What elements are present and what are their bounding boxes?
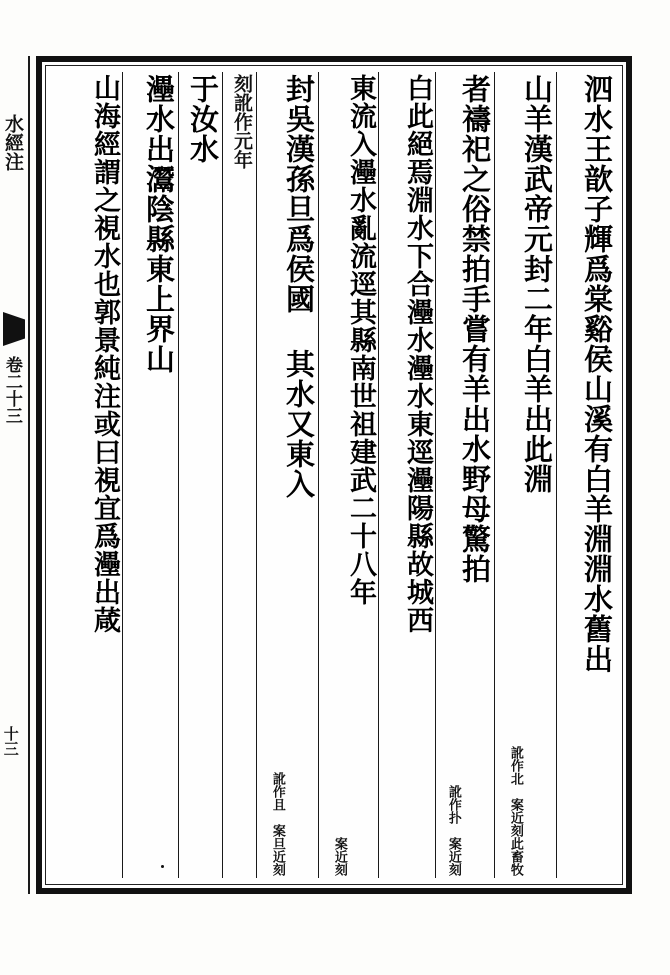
- text-column-9: [122, 72, 178, 878]
- column-text: 白此絕焉淵水下合灅水灅水東逕灅陽縣故城西: [402, 74, 433, 634]
- column-gloss-wrap: [507, 746, 522, 876]
- column-gloss: 訛作扑 案近刻: [445, 785, 461, 876]
- text-column-3: [435, 72, 494, 878]
- column-text: 刻訛作元年: [231, 74, 253, 169]
- text-column-4: [378, 72, 435, 878]
- column-text: 灅水出灊陰縣東上界山: [142, 74, 176, 374]
- text-column-10: [62, 72, 122, 878]
- text-column-5: [318, 72, 378, 878]
- spine-volume: 卷二十三: [1, 356, 22, 424]
- column-gloss: 訛作且 案旦近刻: [269, 772, 285, 876]
- spine-rule: [28, 56, 30, 894]
- column-gloss: 訛作北 案近刻此畜牧: [507, 746, 523, 876]
- text-column-8: [178, 72, 222, 878]
- column-gloss: 案近刻: [331, 837, 347, 876]
- column-gloss-wrap: [269, 772, 284, 876]
- fishtail-ornament: [3, 312, 25, 346]
- text-block-frame: [36, 56, 632, 894]
- text-column-6: [256, 72, 318, 878]
- column-text: 東流入灅水亂流逕其縣南世祖建武二十八年: [345, 74, 376, 606]
- spine-title: 水經注: [1, 114, 24, 171]
- text-column-1: [556, 72, 616, 878]
- column-text: 泗水王歆子輝爲棠谿侯山溪有白羊淵淵水舊出: [580, 74, 614, 674]
- text-column-2: [494, 72, 556, 878]
- text-column-7: [222, 72, 256, 878]
- text-columns: [52, 72, 616, 878]
- book-spine: [0, 56, 34, 894]
- column-gloss-wrap: [445, 785, 460, 876]
- column-text: 者禱祀之俗禁拍手嘗有羊出水野母驚拍: [458, 74, 492, 584]
- column-gloss-wrap: [331, 837, 346, 876]
- ink-dot: [161, 865, 164, 868]
- column-text: 山海經謂之視水也郭景純注或曰視宜爲灅出葴: [89, 74, 120, 634]
- column-text: 封吳漢孫旦爲侯國 其水又東入: [282, 74, 316, 499]
- column-text: 于汝水: [186, 74, 220, 164]
- spine-page-number: 十三: [1, 726, 20, 756]
- column-text: 山羊漢武帝元封二年白羊出此淵: [520, 74, 554, 494]
